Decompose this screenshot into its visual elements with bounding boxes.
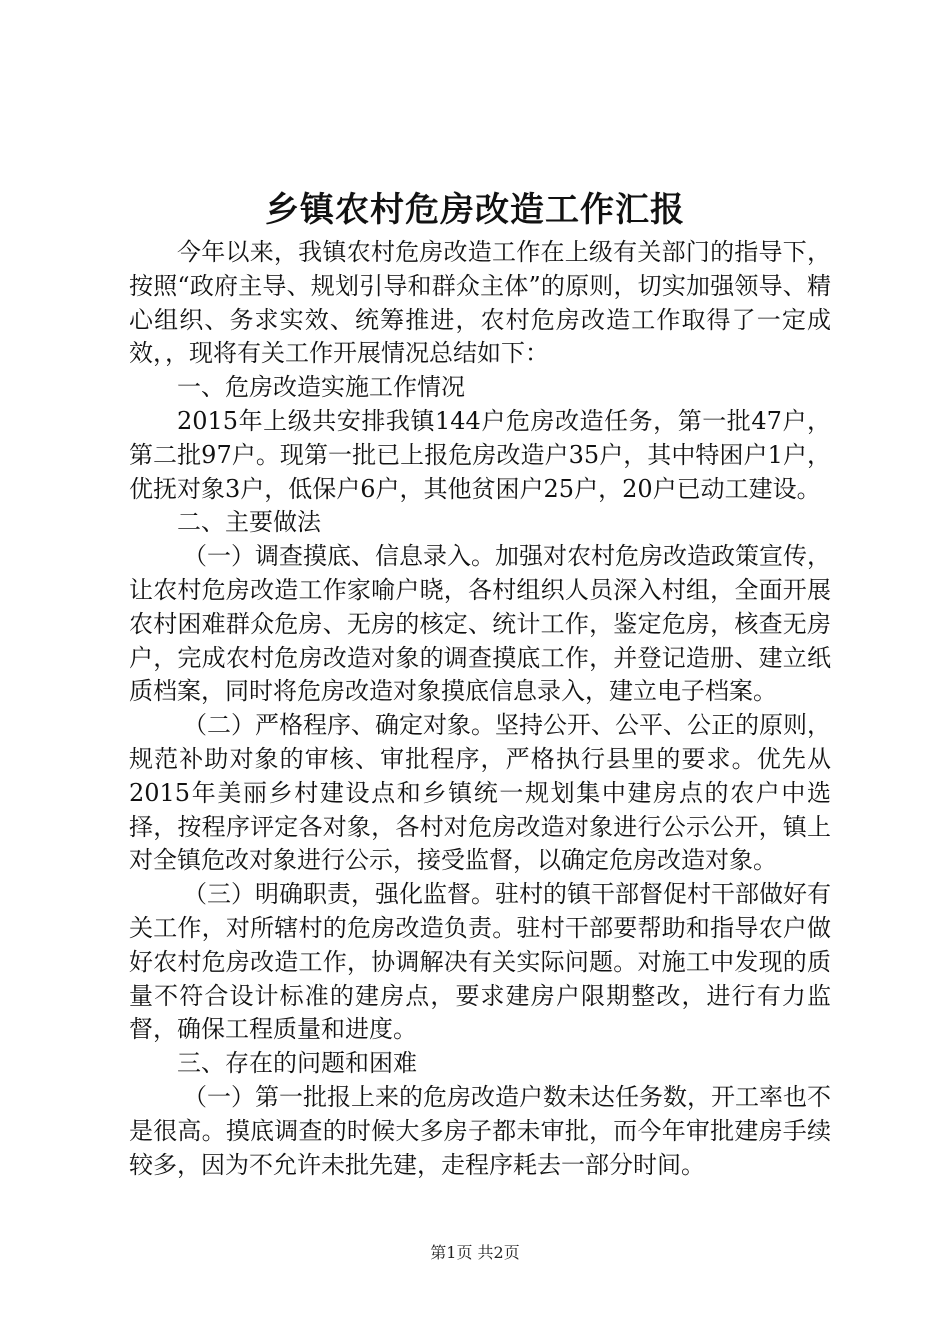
page-number-footer: 第1页 共2页: [430, 1243, 520, 1262]
document-body: [129, 236, 831, 1182]
paragraph-method-2: （二）严格程序、确定对象。坚持公开、公平、公正的原则，规范补助对象的审核、审批程序，严格执行县里的要求。优先从2015年美丽乡村建设点和乡镇统一规划集中建房点的农户中选择，按程序评定各对象，各村对危房改造对象进行公示公开，镇上对全镇危改对象进行公示，接受监督，以确定危房改造对象。: [129, 711, 831, 875]
document-title: 乡镇农村危房改造工作汇报: [265, 190, 685, 230]
paragraph-intro: 今年以来，我镇农村危房改造工作在上级有关部门的指导下，按照“政府主导、规划引导和群众主体”的原则，切实加强领导、精心组织、务求实效、统筹推进，农村危房改造工作取得了一定成效，，现将有关工作开展情况总结如下：: [129, 238, 831, 368]
section-heading-3: 三、存在的问题和困难: [177, 1049, 417, 1078]
section-heading-1: 一、危房改造实施工作情况: [177, 373, 465, 402]
paragraph-method-1: （一）调查摸底、信息录入。加强对农村危房改造政策宣传，让农村危房改造工作家喻户晓，各村组织人员深入村组，全面开展农村困难群众危房、无房的核定、统计工作，鉴定危房，核查无房户，完成农村危房改造对象的调查摸底工作，并登记造册、建立纸质档案，同时将危房改造对象摸底信息录入，建立电子档案。: [129, 542, 831, 706]
paragraph-implementation: 2015年上级共安排我镇144户危房改造任务，第一批47户，第二批97户。现第一批已上报危房改造户35户，其中特困户1户，优抚对象3户，低保户6户，其他贫困户25户，20户已动工建设。: [129, 406, 831, 503]
section-heading-2: 二、主要做法: [177, 508, 321, 537]
paragraph-method-3: （三）明确职责，强化监督。驻村的镇干部督促村干部做好有关工作，对所辖村的危房改造负责。驻村干部要帮助和指导农户做好农村危房改造工作，协调解决有关实际问题。对施工中发现的质量不符合设计标准的建房点，要求建房户限期整改，进行有力监督，确保工程质量和进度。: [129, 880, 831, 1044]
paragraph-problem-1: （一）第一批报上来的危房改造户数未达任务数，开工率也不是很高。摸底调查的时候大多房子都未审批，而今年审批建房手续较多，因为不允许未批先建，走程序耗去一部分时间。: [129, 1082, 831, 1179]
